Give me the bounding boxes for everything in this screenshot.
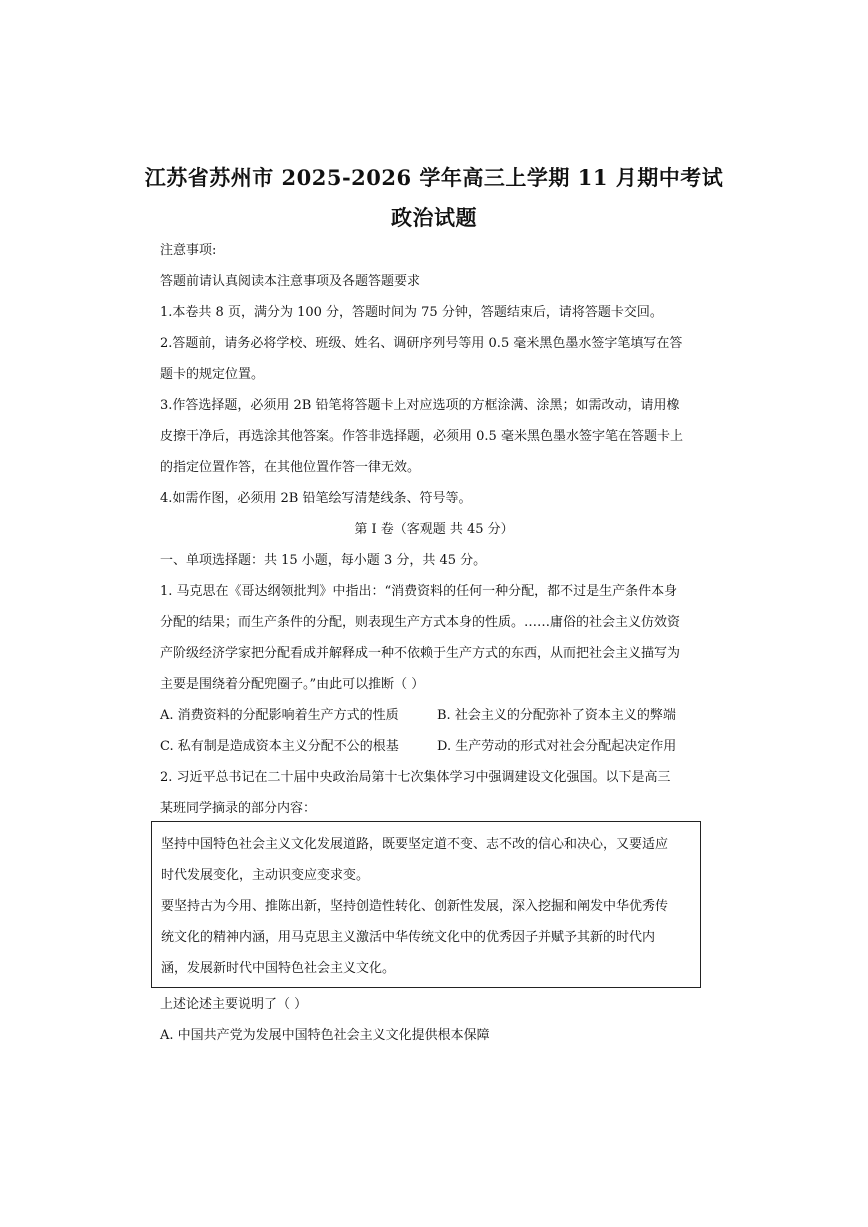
quotation-box bbox=[151, 821, 701, 988]
quotation-line: 要坚持古为今用、推陈出新，坚持创造性转化、创新性发展，深入挖掘和阐发中华优秀传 bbox=[161, 899, 669, 914]
notice-item: 题卡的规定位置。 bbox=[160, 367, 265, 382]
question-1-options-row-2 bbox=[160, 738, 677, 756]
notice-item: 4.如需作图，必须用 2B 铅笔绘写清楚线条、符号等。 bbox=[160, 491, 472, 506]
quotation-line: 时代发展变化，主动识变应变求变。 bbox=[161, 868, 370, 883]
question-2-stem: 某班同学摘录的部分内容： bbox=[160, 801, 317, 816]
exam-title: 江苏省苏州市 2025-2026 学年高三上学期 11 月期中考试 bbox=[144, 165, 724, 190]
notice-item: 2.答题前，请务必将学校、班级、姓名、调研序列号等用 0.5 毫米黑色墨水签字笔填写在答 bbox=[160, 336, 683, 351]
quotation-line: 统文化的精神内涵，用马克思主义激活中华传统文化中的优秀因子并赋予其新的时代内 bbox=[161, 930, 656, 945]
notice-item: 1.本卷共 8 页，满分为 100 分，答题时间为 75 分钟，答题结束后，请将答题卡交回。 bbox=[160, 305, 663, 320]
question-1-stem: 主要是围绕着分配兜圈子。”由此可以推断（ ） bbox=[160, 677, 425, 692]
question-2-stem: 2. 习近平总书记在二十届中央政治局第十七次集体学习中强调建设文化强国。以下是高三 bbox=[160, 770, 671, 785]
question-1-option-c[interactable]: C. 私有制是造成资本主义分配不公的根基 bbox=[160, 739, 399, 754]
section-title: 第 I 卷（客观题 共 45 分） bbox=[354, 522, 514, 537]
quotation-line: 坚持中国特色社会主义文化发展道路，既要坚定道不变、志不改的信心和决心，又要适应 bbox=[161, 837, 669, 852]
question-1-option-b[interactable]: B. 社会主义的分配弥补了资本主义的弊端 bbox=[437, 708, 676, 723]
notice-heading: 注意事项: bbox=[160, 243, 217, 258]
question-1-options-row-1 bbox=[160, 707, 676, 725]
quotation-line: 涵，发展新时代中国特色社会主义文化。 bbox=[161, 961, 396, 976]
question-1-stem: 1. 马克思在《哥达纲领批判》中指出：“消费资料的任何一种分配，都不过是生产条件本身 bbox=[160, 584, 678, 599]
exam-subject-title: 政治试题 bbox=[391, 205, 477, 230]
notice-item: 皮擦干净后，再选涂其他答案。作答非选择题，必须用 0.5 毫米黑色墨水签字笔在答题卡上 bbox=[160, 429, 683, 444]
question-2-option-a[interactable]: A. 中国共产党为发展中国特色社会主义文化提供根本保障 bbox=[160, 1028, 490, 1043]
question-2-stem-tail: 上述论述主要说明了（ ） bbox=[160, 997, 308, 1012]
question-1-option-d[interactable]: D. 生产劳动的形式对社会分配起决定作用 bbox=[437, 739, 677, 754]
question-1-option-a[interactable]: A. 消费资料的分配影响着生产方式的性质 bbox=[160, 708, 399, 723]
notice-item: 的指定位置作答，在其他位置作答一律无效。 bbox=[160, 460, 421, 475]
question-1-stem: 产阶级经济学家把分配看成并解释成一种不依赖于生产方式的东西，从而把社会主义描写为 bbox=[160, 646, 681, 661]
question-1-stem: 分配的结果；而生产条件的分配，则表现生产方式本身的性质。……庸俗的社会主义仿效资 bbox=[160, 615, 681, 630]
notice-item: 3.作答选择题，必须用 2B 铅笔将答题卡上对应选项的方框涂满、涂黑；如需改动，请用橡 bbox=[160, 398, 680, 413]
notice-subheading: 答题前请认真阅读本注意事项及各题答题要求 bbox=[160, 274, 421, 289]
part-heading: 一、单项选择题：共 15 小题，每小题 3 分，共 45 分。 bbox=[160, 553, 487, 568]
